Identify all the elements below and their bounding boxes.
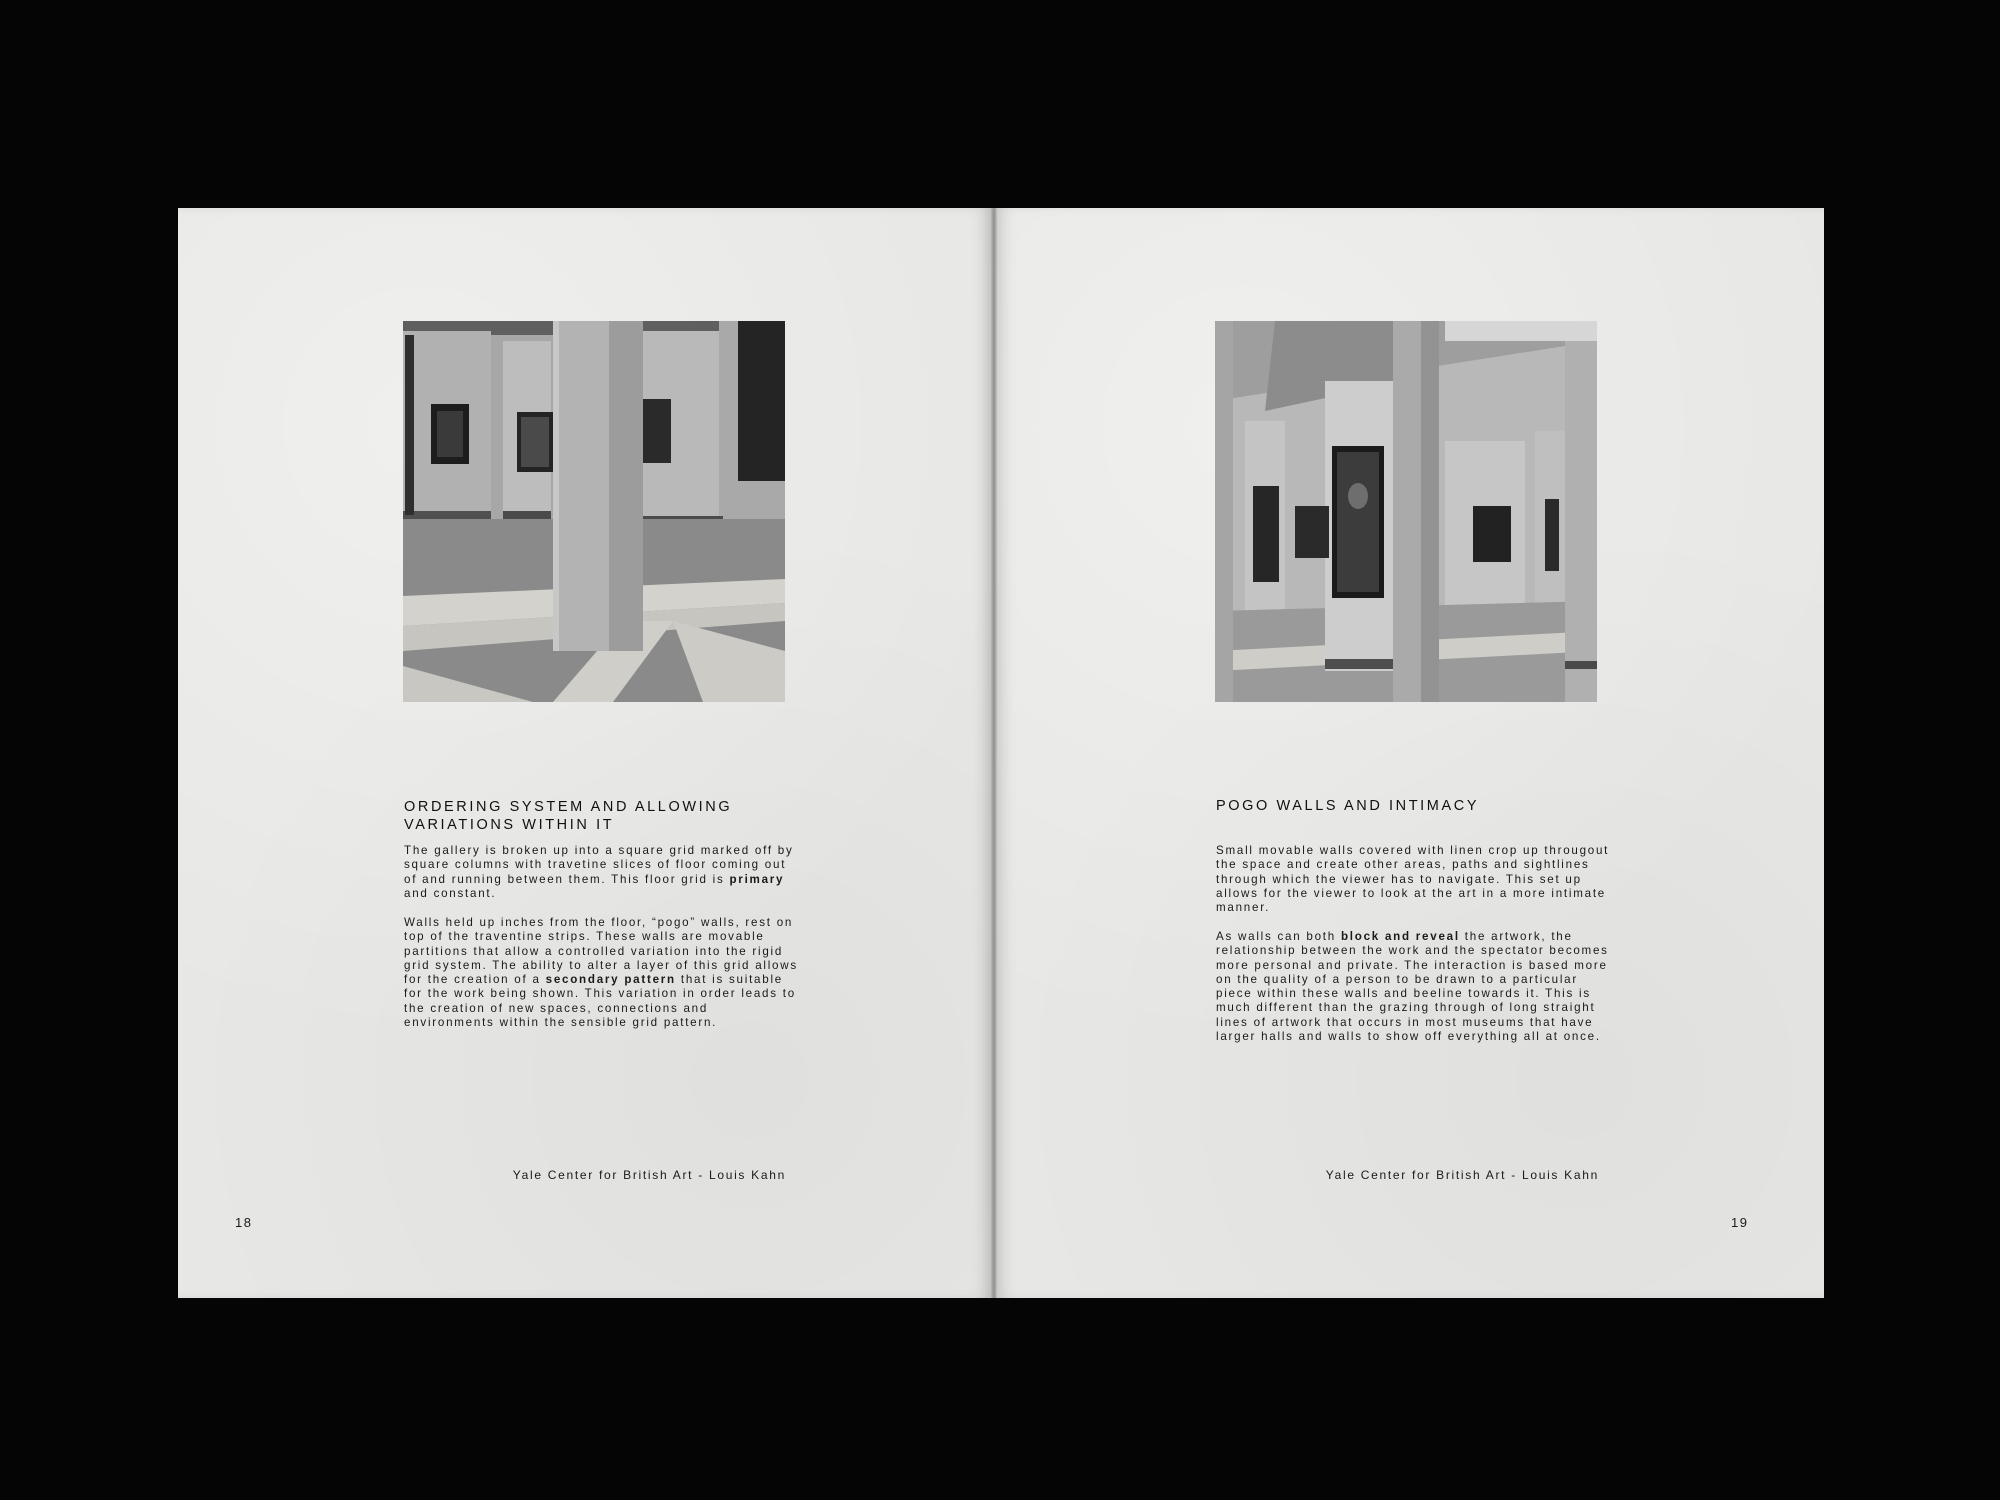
photo-caption: Yale Center for British Art - Louis Kahn <box>512 1168 786 1182</box>
section-heading: POGO WALLS AND INTIMACY <box>1216 798 1480 814</box>
photo-caption: Yale Center for British Art - Louis Kahn <box>1325 1168 1599 1182</box>
page-number: 18 <box>235 1215 253 1230</box>
body-paragraph-1: Small movable walls covered with linen crop up througout the space and create other areas, paths and sightlines through which the viewer has to navigate. This set up allows for the viewer to look at the art in a more intimate manner. <box>1216 844 1610 915</box>
emphasis-text: primary <box>729 872 785 886</box>
body-paragraph-1: The gallery is broken up into a square grid marked off by square columns with travetine slices of floor coming out of and running between them. This floor grid is primary and constant. <box>404 844 794 900</box>
body-paragraph-2: As walls can both block and reveal the artwork, the relationship between the work and the spectator becomes more personal and private. The interaction is based more on the quality of a person to be drawn to a particular piece within these walls and beeline towards it. This is much different than the grazing through of long straight lines of artwork that occurs in most museums that have larger halls and walls to show off everything all at once. <box>1216 930 1609 1044</box>
body-paragraph-2: Walls held up inches from the floor, “pogo” walls, rest on top of the traventine strips. These walls are movable partitions that allow a controlled variation into the rigid grid system. The ability to alter a layer of this grid allows for the creation of a secondary pattern that is suitable for the work being shown. This variation in order leads to the creation of new spaces, connections and environments within the sensible grid pattern. <box>404 916 798 1030</box>
spine-gutter <box>991 208 997 1298</box>
booklet-spread <box>178 208 1824 1298</box>
gallery-column-photo-image <box>403 321 785 702</box>
gallery-column-photo <box>403 321 785 702</box>
gallery-pogo-walls-photo <box>1215 321 1597 702</box>
gallery-pogo-walls-photo-image <box>1215 321 1597 702</box>
left-page <box>178 208 994 1298</box>
section-heading: ORDERING SYSTEM AND ALLOWING VARIATIONS WITHIN IT <box>404 799 733 833</box>
page-number: 19 <box>1731 1215 1749 1230</box>
right-page <box>994 208 1824 1298</box>
emphasis-text: block and reveal <box>1340 930 1460 943</box>
emphasis-text: secondary pattern <box>545 973 676 987</box>
